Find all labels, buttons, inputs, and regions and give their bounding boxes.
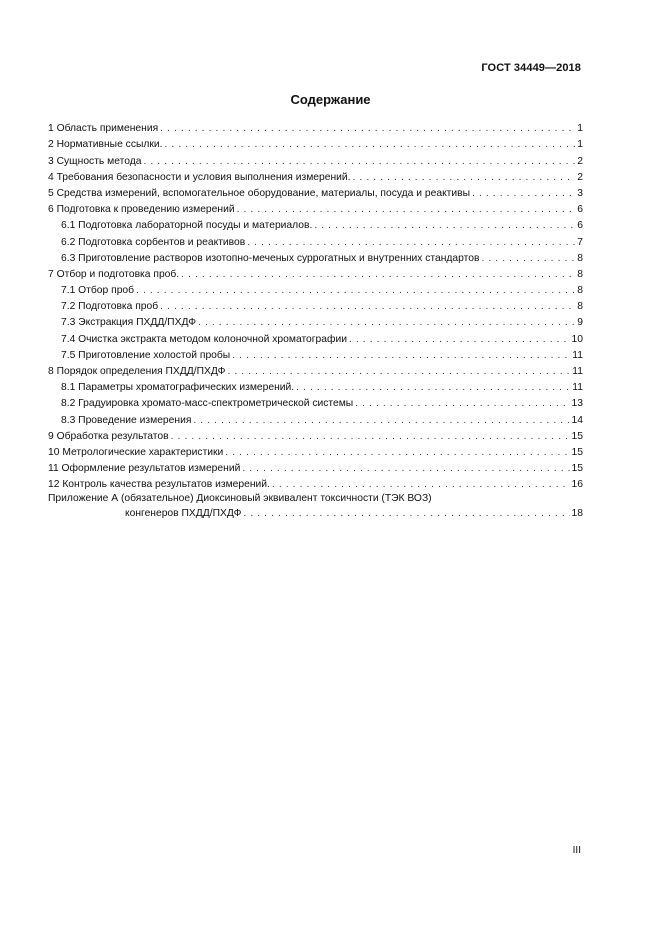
toc-entry-page: 15 [571, 430, 583, 442]
toc-entry-page: 1 [577, 123, 583, 135]
dot-leader [225, 447, 569, 459]
toc-entry-label: 10 Метрологические характеристики [48, 446, 224, 458]
toc-entry-label: 11 Оформление результатов измерений [48, 463, 241, 475]
toc-entry-label: 2 Нормативные ссылки. [48, 139, 163, 151]
dot-leader [349, 334, 570, 346]
dot-leader [198, 317, 575, 329]
dot-leader [314, 220, 575, 232]
toc-entry-page: 13 [571, 398, 583, 410]
toc-entry-label: 9 Обработка результатов [48, 430, 169, 442]
dot-leader [160, 301, 575, 313]
appendix-title-line2-row [48, 506, 583, 520]
toc-entry[interactable] [48, 378, 583, 394]
toc-entry[interactable] [48, 135, 583, 151]
toc-entry-label: 7.1 Отбор проб [61, 285, 135, 297]
appendix-page-number: 18 [571, 508, 583, 520]
toc-entry[interactable] [48, 200, 583, 216]
toc-entry[interactable] [48, 346, 583, 362]
toc-entry[interactable] [48, 216, 583, 232]
dot-leader [355, 398, 569, 410]
toc-entry-label: 7.4 Очистка экстракта методом колоночной хроматографии [61, 333, 347, 345]
toc-entry[interactable] [48, 394, 583, 410]
dot-leader [227, 366, 570, 378]
toc-entry-page: 6 [577, 204, 583, 216]
toc-entry[interactable] [48, 297, 583, 313]
toc-entry[interactable] [48, 443, 583, 459]
toc-entry[interactable] [48, 459, 583, 475]
dot-leader [193, 415, 569, 427]
dot-leader [242, 463, 569, 475]
toc-entry-page: 2 [577, 155, 583, 167]
toc-entry-page: 3 [577, 187, 583, 199]
toc-appendix-entry[interactable] [48, 492, 583, 520]
toc-entry-page: 16 [571, 479, 583, 491]
toc-entry-page: 14 [571, 414, 583, 426]
page-title: Содержание [290, 92, 371, 107]
toc-entry-page: 2 [577, 171, 583, 183]
toc-entry-page: 11 [572, 366, 583, 377]
toc-entry-label: 12 Контроль качества результатов измерений. [48, 479, 270, 491]
dot-leader [353, 172, 576, 184]
toc-entry[interactable] [48, 232, 583, 248]
toc-entry-page: 6 [577, 220, 583, 232]
toc-entry[interactable] [48, 475, 583, 491]
toc-entry-label: 6.2 Подготовка сорбентов и реактивов [61, 236, 246, 248]
toc-entry-page: 8 [577, 268, 583, 280]
dot-leader [232, 350, 570, 362]
toc-entry[interactable] [48, 119, 583, 135]
toc-entry-page: 11 [572, 382, 583, 394]
dot-leader [472, 188, 575, 200]
toc-entry-page: 8 [577, 301, 583, 313]
dot-leader [165, 139, 576, 151]
toc-entries [48, 119, 583, 491]
toc-entry-page: 1 [577, 139, 583, 151]
toc-entry-label: 8.2 Градуировка хромато-масс-спектрометрической системы [61, 398, 354, 410]
toc-entry-page: 15 [571, 463, 583, 475]
dot-leader [272, 479, 570, 491]
toc-entry-label: 8 Порядок определения ПХДД/ПХДФ [48, 366, 226, 377]
dot-leader [296, 382, 570, 394]
toc-entry-label: 8.3 Проведение измерения [61, 414, 192, 426]
toc-entry[interactable] [48, 427, 583, 443]
toc-entry-page: 9 [577, 317, 583, 329]
dot-leader [181, 269, 575, 281]
toc-entry-label: 1 Область применения [48, 123, 159, 135]
toc-entry-label: 6.1 Подготовка лабораторной посуды и материалов. [61, 220, 313, 232]
toc-entry[interactable] [48, 168, 583, 184]
toc-entry-label: 5 Средства измерений, вспомогательное оборудование, материалы, посуда и реактивы [48, 187, 471, 199]
table-of-contents [48, 119, 583, 520]
toc-entry-page: 10 [571, 333, 583, 345]
toc-entry-page: 8 [577, 285, 583, 297]
toc-entry-label: 7.5 Приготовление холостой пробы [61, 349, 231, 361]
appendix-title-line1: Приложение А (обязательное) Диоксиновый эквивалент токсичности (ТЭК ВОЗ) [48, 493, 432, 505]
appendix-title-line2: конгенеров ПХДД/ПХДФ [125, 508, 242, 520]
toc-entry[interactable] [48, 410, 583, 426]
dot-leader [160, 123, 575, 135]
dot-leader [237, 204, 576, 216]
toc-entry[interactable] [48, 151, 583, 167]
dot-leader [481, 253, 575, 265]
toc-entry[interactable] [48, 313, 583, 329]
toc-entry-label: 7.3 Экстракция ПХДД/ПХДФ [61, 317, 197, 329]
document-code: ГОСТ 34449—2018 [481, 62, 581, 74]
dot-leader [136, 285, 575, 297]
toc-entry[interactable] [48, 362, 583, 378]
toc-entry[interactable] [48, 281, 583, 297]
toc-entry-page: 8 [577, 252, 583, 264]
toc-entry-label: 8.1 Параметры хроматографических измерений. [61, 382, 295, 394]
toc-entry[interactable] [48, 249, 583, 265]
toc-entry-label: 4 Требования безопасности и условия выполнения измерений. [48, 171, 351, 183]
toc-entry[interactable] [48, 184, 583, 200]
toc-entry[interactable] [48, 265, 583, 281]
toc-entry-label: 6.3 Приготовление растворов изотопно-меченых суррогатных и внутренних стандартов [61, 252, 480, 264]
page-number: III [572, 845, 581, 856]
toc-entry-page: 15 [571, 446, 583, 458]
dot-leader [243, 508, 569, 520]
toc-entry[interactable] [48, 329, 583, 345]
dot-leader [143, 156, 575, 168]
toc-entry-page: 7 [577, 236, 583, 248]
toc-entry-label: 7.2 Подготовка проб [61, 301, 159, 313]
toc-entry-page: 11 [572, 349, 583, 361]
toc-entry-label: 7 Отбор и подготовка проб. [48, 268, 180, 280]
toc-entry-label: 3 Сущность метода [48, 155, 142, 167]
toc-entry-label: 6 Подготовка к проведению измерений [48, 204, 235, 216]
dot-leader [247, 237, 575, 249]
dot-leader [171, 431, 570, 443]
